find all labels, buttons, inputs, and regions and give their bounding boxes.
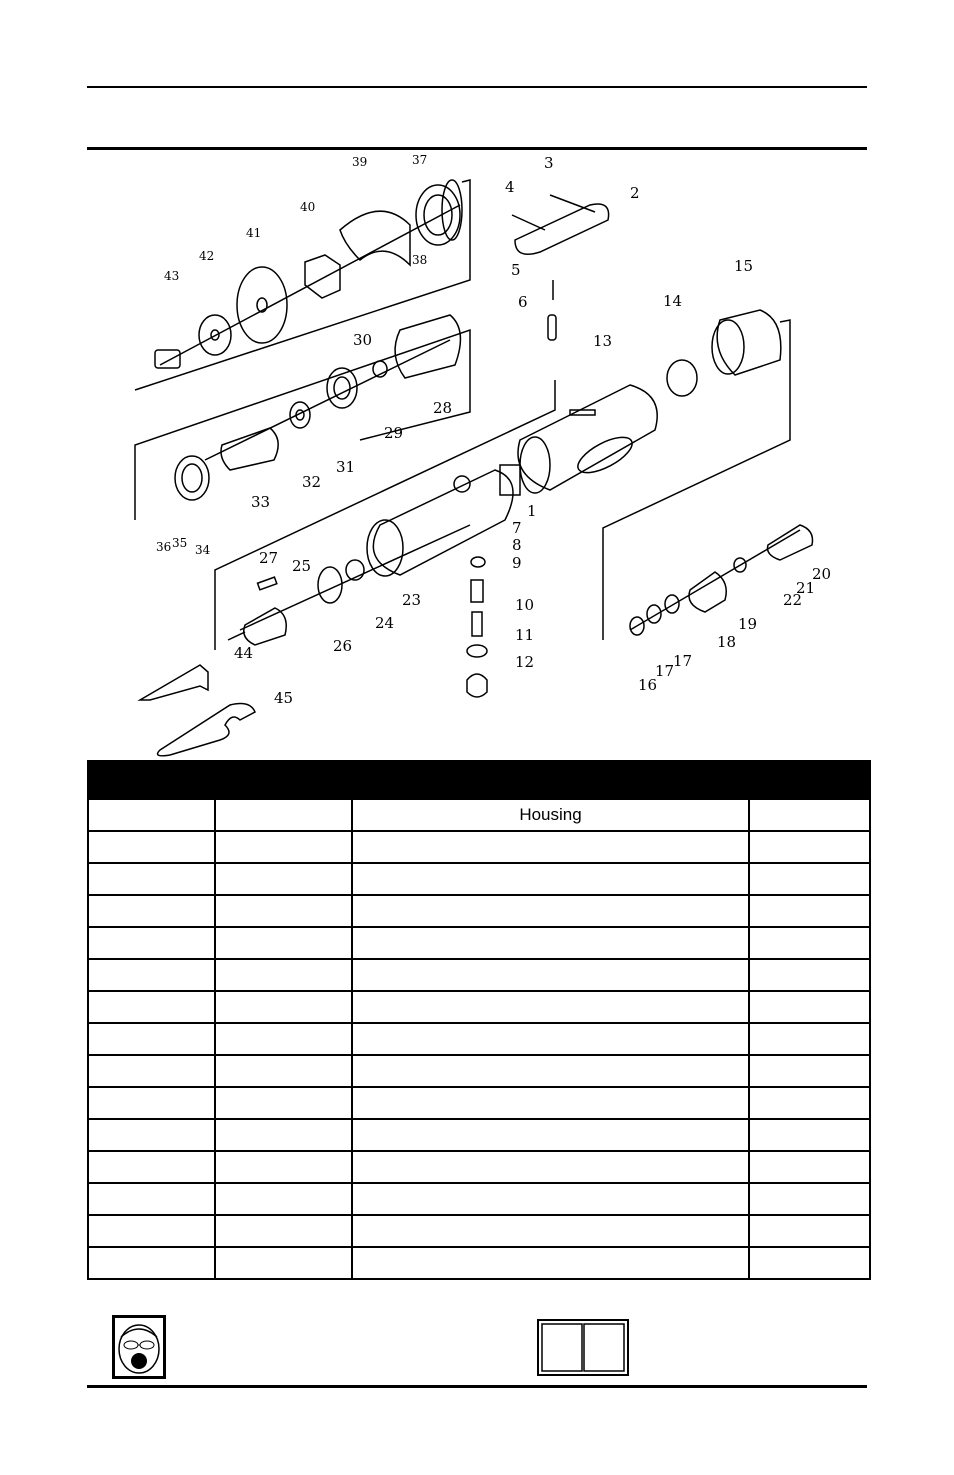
table-cell: [88, 1151, 215, 1183]
table-cell: [352, 1247, 749, 1279]
callout-24: 24: [375, 614, 395, 632]
table-cell: [88, 1247, 215, 1279]
callout-34: 34: [195, 543, 211, 557]
callout-8: 8: [512, 536, 522, 554]
callout-13: 13: [593, 332, 613, 350]
callout-29: 29: [384, 424, 404, 442]
callout-7: 7: [512, 519, 522, 537]
table-cell: [215, 927, 352, 959]
table-row: [88, 895, 870, 927]
table-cell: [215, 1119, 352, 1151]
callout-11: 11: [515, 626, 535, 644]
callout-42: 42: [199, 249, 215, 263]
table-cell: [749, 1023, 870, 1055]
table-cell: [352, 927, 749, 959]
callout-4: 4: [505, 178, 515, 196]
table-row: [88, 799, 870, 831]
table-cell: [215, 1023, 352, 1055]
table-cell: [88, 831, 215, 863]
callout-32: 32: [302, 473, 322, 491]
table-cell: [215, 799, 352, 831]
callout-26: 26: [333, 637, 353, 655]
table-cell: [88, 895, 215, 927]
table-row: [88, 927, 870, 959]
table-row: [88, 1087, 870, 1119]
table-cell: [88, 991, 215, 1023]
table-cell: [749, 1247, 870, 1279]
table-cell: [749, 863, 870, 895]
callout-15: 15: [734, 257, 754, 275]
header-cell: [88, 761, 215, 799]
callout-45: 45: [274, 689, 294, 707]
table-cell: [749, 799, 870, 831]
table-header-row: [88, 761, 870, 799]
table-cell: [88, 1183, 215, 1215]
table-cell: [749, 1055, 870, 1087]
table-cell: [88, 1119, 215, 1151]
safety-goggles-hearing-protection-icon: [112, 1315, 166, 1379]
callout-6: 6: [518, 293, 528, 311]
callout-35: 35: [172, 536, 188, 550]
table-cell: [215, 1183, 352, 1215]
callout-36: 36: [156, 540, 172, 554]
callout-33: 33: [251, 493, 271, 511]
table-cell: [88, 959, 215, 991]
callout-38: 38: [412, 253, 428, 267]
callout-10: 10: [515, 596, 535, 614]
callout-17b: 17: [673, 652, 693, 670]
table-cell: [215, 895, 352, 927]
table-cell: [215, 991, 352, 1023]
table-row: [88, 1023, 870, 1055]
callout-5: 5: [511, 261, 521, 279]
table-row: [88, 831, 870, 863]
table-cell: [88, 1215, 215, 1247]
table-row: [88, 1183, 870, 1215]
callout-2: 2: [630, 184, 640, 202]
table-cell: [88, 1087, 215, 1119]
table-cell: [352, 1119, 749, 1151]
table-cell: [215, 1215, 352, 1247]
table-row: [88, 863, 870, 895]
table-cell: [749, 895, 870, 927]
table-cell: [749, 1119, 870, 1151]
callout-40: 40: [300, 200, 316, 214]
table-cell: [352, 1023, 749, 1055]
table-cell: [352, 1183, 749, 1215]
callout-31: 31: [336, 458, 356, 476]
parts-list-table: [87, 760, 871, 1280]
table-cell: [749, 959, 870, 991]
table-cell: [352, 959, 749, 991]
table-cell: [215, 959, 352, 991]
table-cell: [215, 831, 352, 863]
table-cell: [352, 1087, 749, 1119]
callout-23: 23: [402, 591, 422, 609]
callout-12: 12: [515, 653, 535, 671]
callout-28: 28: [433, 399, 453, 417]
table-cell: [88, 1023, 215, 1055]
callout-44: 44: [234, 644, 254, 662]
table-cell: [352, 895, 749, 927]
table-cell: Housing: [352, 799, 749, 831]
table-cell: [749, 991, 870, 1023]
callout-20: 20: [812, 565, 832, 583]
callout-21: 21: [796, 579, 816, 597]
callout-1: 1: [527, 502, 537, 520]
table-cell: [215, 863, 352, 895]
table-row: [88, 1215, 870, 1247]
table-cell: [215, 1055, 352, 1087]
callout-25: 25: [292, 557, 312, 575]
table-cell: [88, 1055, 215, 1087]
table-cell: [352, 991, 749, 1023]
callout-14: 14: [663, 292, 683, 310]
table-row: [88, 1055, 870, 1087]
callout-3: 3: [544, 154, 554, 172]
header-cell: [749, 761, 870, 799]
bottom-rule: [87, 1385, 867, 1388]
callout-16: 16: [638, 676, 658, 694]
callout-18: 18: [717, 633, 737, 651]
callout-27: 27: [259, 549, 279, 567]
table-row: [88, 1151, 870, 1183]
table-cell: [352, 1055, 749, 1087]
callout-19: 19: [738, 615, 758, 633]
table-cell: [749, 831, 870, 863]
table-cell: [88, 799, 215, 831]
table-row: [88, 1247, 870, 1279]
table-cell: [352, 831, 749, 863]
table-cell: [215, 1151, 352, 1183]
callout-9: 9: [512, 554, 522, 572]
table-cell: [352, 1151, 749, 1183]
open-manual-icon: [537, 1319, 629, 1376]
callout-43: 43: [164, 269, 180, 283]
table-cell: [88, 927, 215, 959]
table-cell: [88, 863, 215, 895]
table-cell: [215, 1087, 352, 1119]
table-row: [88, 991, 870, 1023]
table-cell: [749, 1215, 870, 1247]
callout-22: 22: [783, 591, 803, 609]
callout-41: 41: [246, 226, 262, 240]
table-cell: [749, 1087, 870, 1119]
header-cell: [215, 761, 352, 799]
table-cell: [749, 1183, 870, 1215]
table-row: [88, 959, 870, 991]
callout-37: 37: [412, 153, 428, 167]
table-cell: [215, 1247, 352, 1279]
table-row: [88, 1119, 870, 1151]
callout-17a: 17: [655, 662, 675, 680]
table-cell: [352, 863, 749, 895]
header-cell: [352, 761, 749, 799]
table-cell: [352, 1215, 749, 1247]
table-cell: [749, 927, 870, 959]
table-cell: [749, 1151, 870, 1183]
callout-39: 39: [352, 155, 368, 169]
callout-30: 30: [353, 331, 373, 349]
